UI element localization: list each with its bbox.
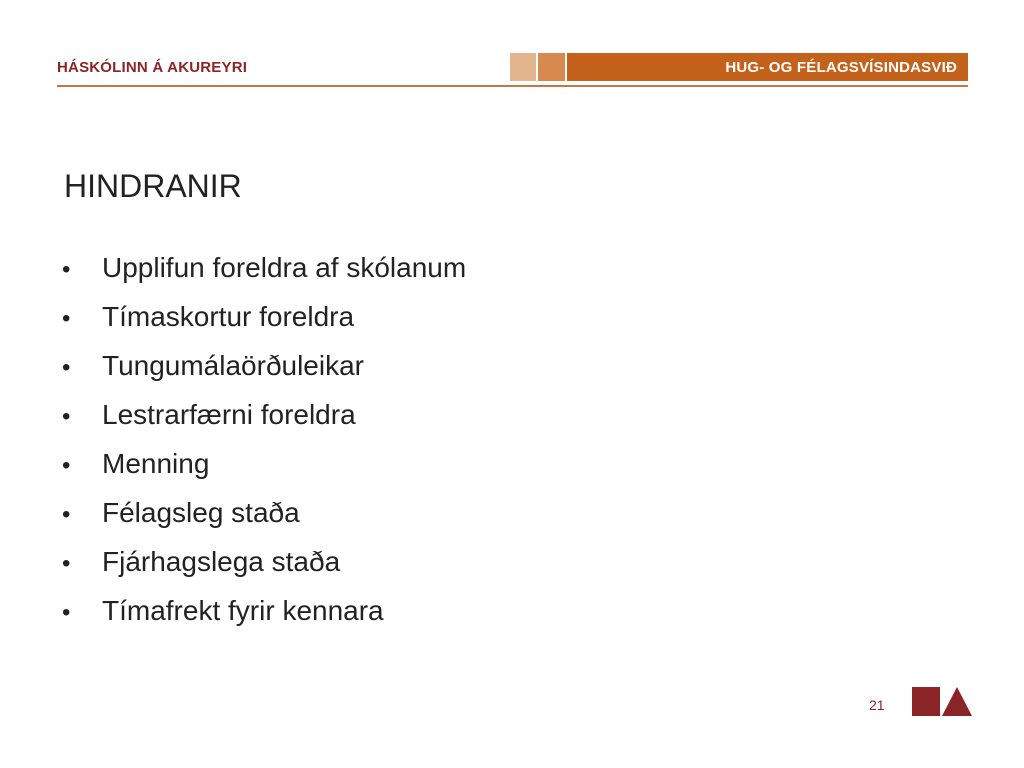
list-item-text: Tungumálaörðuleikar: [102, 350, 364, 381]
list-item: [60, 350, 466, 399]
header-bar-segment-mid: [538, 53, 565, 81]
bullet-icon: •: [62, 550, 71, 577]
header-bar-segment-main: [567, 53, 968, 81]
header-color-bar: [510, 53, 968, 81]
list-item: [60, 595, 466, 644]
list-item-text: Lestrarfærni foreldra: [102, 399, 356, 430]
bullet-icon: •: [62, 305, 71, 332]
list-item: [60, 301, 466, 350]
list-item: [60, 497, 466, 546]
slide-title: HINDRANIR: [64, 168, 242, 204]
bullet-icon: •: [62, 599, 71, 626]
list-item-text: Tímafrekt fyrir kennara: [102, 595, 384, 626]
list-item-text: Menning: [102, 448, 210, 479]
header-institution-name: HÁSKÓLINN Á AKUREYRI: [57, 59, 248, 76]
bullet-icon: •: [62, 501, 71, 528]
list-item-text: Félagsleg staða: [102, 497, 300, 528]
bullet-icon: •: [62, 256, 71, 283]
list-item-text: Tímaskortur foreldra: [102, 301, 355, 332]
header-faculty-name: HUG- OG FÉLAGSVÍSINDASVIÐ: [725, 59, 957, 76]
university-logo-icon: [912, 687, 972, 717]
bullet-list: [60, 252, 466, 644]
page-number: 21: [869, 697, 885, 713]
list-item-text: Fjárhagslega staða: [102, 546, 341, 577]
header-divider: [57, 85, 968, 87]
bullet-icon: •: [62, 452, 71, 479]
bullet-icon: •: [62, 354, 71, 381]
list-item: [60, 448, 466, 497]
header-bar-segment-light: [510, 53, 536, 81]
list-item: [60, 252, 466, 301]
list-item: [60, 546, 466, 595]
list-item: [60, 399, 466, 448]
list-item-text: Upplifun foreldra af skólanum: [102, 252, 467, 283]
bullet-icon: •: [62, 403, 71, 430]
